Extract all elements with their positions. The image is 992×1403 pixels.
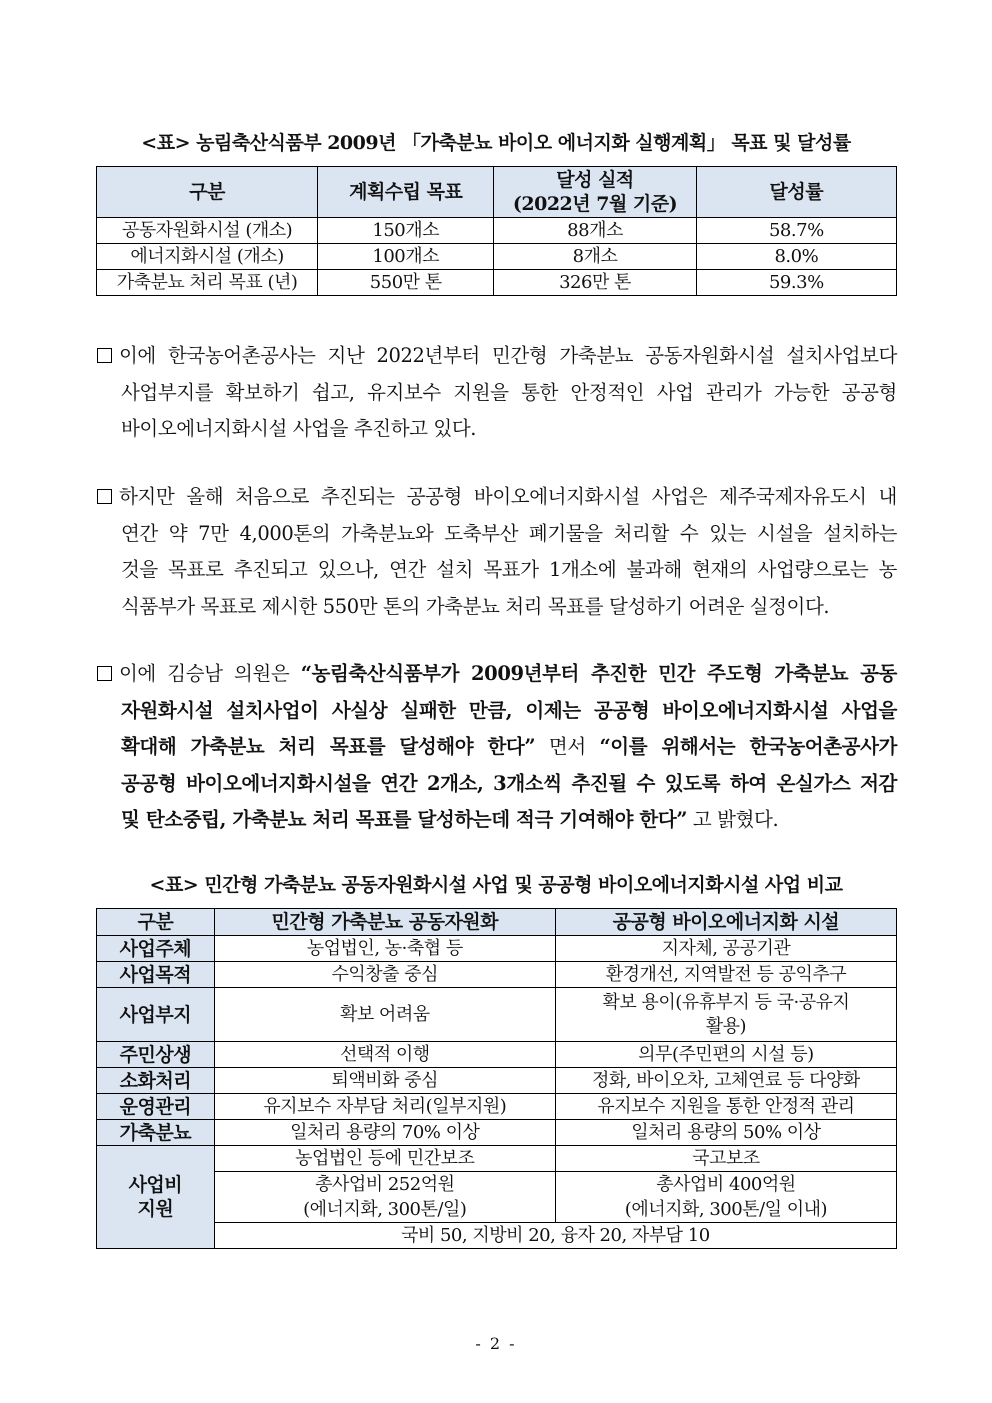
header-category: 구분 xyxy=(97,909,215,936)
table-row xyxy=(97,1146,897,1172)
para1-line: 바이오에너지화시설 사업을 추진하고 있다. xyxy=(121,417,477,440)
cell-public-line: 확보 용이(유휴부지 등 국·공유지 xyxy=(602,991,850,1013)
cell-goal: 100개소 xyxy=(318,244,494,270)
cell-goal: 150개소 xyxy=(318,218,494,244)
row-head: 사업부지 xyxy=(97,988,215,1042)
row-head: 소화처리 xyxy=(97,1068,215,1094)
table-row xyxy=(97,988,897,1042)
table-row xyxy=(97,962,897,988)
paragraph-2 xyxy=(97,479,897,625)
header-plan-goal: 계획수립 목표 xyxy=(318,167,494,218)
para3-quote-line: 공공형 바이오에너지화시설을 연간 2개소, 3개소씩 추진될 수 있도록 하여 온실가스 저감 xyxy=(121,771,897,795)
cell-private: 선택적 이행 xyxy=(214,1042,555,1068)
header-rate: 달성률 xyxy=(696,167,896,218)
cell-category: 가축분뇨 처리 목표 (년) xyxy=(97,270,318,296)
para3-quote: 및 탄소중립, 가축분뇨 처리 목표를 달성하는데 적극 기여해야 한다” xyxy=(121,808,688,831)
cell-public: 환경개선, 지역발전 등 공익추구 xyxy=(555,962,896,988)
table-row xyxy=(97,270,897,296)
comparison-table xyxy=(96,908,897,1249)
table-row xyxy=(97,936,897,962)
cell-funding-ratio: 국비 50, 지방비 20, 융자 20, 자부담 10 xyxy=(214,1223,896,1249)
row-head: 사업주체 xyxy=(97,936,215,962)
header-category: 구분 xyxy=(97,167,318,218)
para3-quote: “이를 위해서는 한국농어촌공사가 xyxy=(599,735,897,758)
cell-goal: 550만 톤 xyxy=(318,270,494,296)
para3-intro: 이에 김승남 의원은 xyxy=(119,662,301,685)
table-header-row xyxy=(97,909,897,936)
cell-category: 공동자원화시설 (개소) xyxy=(97,218,318,244)
cell-rate: 58.7% xyxy=(696,218,896,244)
cell-category: 에너지화시설 (개소) xyxy=(97,244,318,270)
table-row xyxy=(97,1172,897,1198)
header-private: 민간형 가축분뇨 공동자원화 xyxy=(214,909,555,936)
table-row xyxy=(97,1042,897,1068)
table-row xyxy=(97,1068,897,1094)
cell-public: 유지보수 지원을 통한 안정적 관리 xyxy=(555,1094,896,1120)
cell-private: 농업법인 등에 민간보조 xyxy=(214,1146,555,1172)
para2-line: 연간 약 7만 4,000톤의 가축분뇨와 도축부산 폐기물을 처리할 수 있는 시설을 설치하는 xyxy=(121,521,897,545)
paragraph-1 xyxy=(97,338,897,448)
paragraph-3 xyxy=(97,656,897,839)
table-row xyxy=(97,1197,897,1223)
cell-public: 의무(주민편의 시설 등) xyxy=(555,1042,896,1068)
cell-public: 국고보조 xyxy=(555,1146,896,1172)
table-row xyxy=(97,1223,897,1249)
cell-public: 정화, 바이오차, 고체연료 등 다양화 xyxy=(555,1068,896,1094)
header-achievement-date: (2022년 7월 기준) xyxy=(512,193,678,215)
cell-achievement: 88개소 xyxy=(494,218,696,244)
table-row xyxy=(97,244,897,270)
para1-line: 이에 한국농어촌공사는 지난 2022년부터 민간형 가축분뇨 공동자원화시설 설치사업보다 xyxy=(119,344,897,367)
page-number: - 2 - xyxy=(475,1334,517,1353)
header-achievement xyxy=(494,167,696,218)
cell-private: 일처리 용량의 70% 이상 xyxy=(214,1120,555,1146)
cell-private: 농업법인, 농·축협 등 xyxy=(214,936,555,962)
cell-public xyxy=(555,988,896,1042)
row-head: 가축분뇨 xyxy=(97,1120,215,1146)
row-head: 주민상생 xyxy=(97,1042,215,1068)
table2-caption: <표> 민간형 가축분뇨 공동자원화시설 사업 및 공공형 바이오에너지화시설 사업 비교 xyxy=(149,874,843,896)
checkbox-bullet-icon xyxy=(97,666,112,681)
header-achievement-label: 달성 실적 xyxy=(556,169,634,191)
cell-public: 일처리 용량의 50% 이상 xyxy=(555,1120,896,1146)
para3-ending: 고 밝혔다. xyxy=(687,808,779,831)
goal-achievement-table xyxy=(96,166,897,296)
header-public: 공공형 바이오에너지화 시설 xyxy=(555,909,896,936)
checkbox-bullet-icon xyxy=(97,348,112,363)
para2-line: 것을 목표로 추진되고 있으나, 연간 설치 목표가 1개소에 불과해 현재의 사업량으로는 농 xyxy=(121,558,897,581)
para3-quote: 확대해 가축분뇨 처리 목표를 달성해야 한다” xyxy=(121,735,536,758)
cell-rate: 59.3% xyxy=(696,270,896,296)
table-row xyxy=(97,1094,897,1120)
para1-line: 사업부지를 확보하기 쉽고, 유지보수 지원을 통한 안정적인 사업 관리가 가능한 공공형 xyxy=(121,380,897,404)
cell-public: 총사업비 400억원 xyxy=(555,1172,896,1198)
cell-private: 확보 어려움 xyxy=(214,988,555,1042)
cell-private: 총사업비 252억원 xyxy=(214,1172,555,1198)
support-head-line: 지원 xyxy=(137,1198,174,1220)
row-head-support xyxy=(97,1146,215,1249)
cell-private: 유지보수 자부담 처리(일부지원) xyxy=(214,1094,555,1120)
para3-connector: 면서 xyxy=(535,735,600,758)
para3-quote: “농림축산식품부가 2009년부터 추진한 민간 주도형 가축분뇨 공동 xyxy=(300,662,897,685)
table-header-row xyxy=(97,167,897,218)
para2-line: 하지만 올해 처음으로 추진되는 공공형 바이오에너지화시설 사업은 제주국제자유도시 내 xyxy=(119,485,897,508)
support-head-line: 사업비 xyxy=(128,1174,183,1196)
table-row xyxy=(97,218,897,244)
cell-private: 수익창출 중심 xyxy=(214,962,555,988)
cell-public-line: 활용) xyxy=(705,1015,747,1037)
cell-achievement: 326만 톤 xyxy=(494,270,696,296)
table-row xyxy=(97,1120,897,1146)
cell-public: (에너지화, 300톤/일 이내) xyxy=(555,1197,896,1223)
para2-line: 식품부가 목표로 제시한 550만 톤의 가축분뇨 처리 목표를 달성하기 어려운 실정이다. xyxy=(121,594,830,618)
cell-achievement: 8개소 xyxy=(494,244,696,270)
checkbox-bullet-icon xyxy=(97,489,112,504)
cell-private: (에너지화, 300톤/일) xyxy=(214,1197,555,1223)
cell-public: 지자체, 공공기관 xyxy=(555,936,896,962)
row-head: 사업목적 xyxy=(97,962,215,988)
table1-caption: <표> 농림축산식품부 2009년 「가축분뇨 바이오 에너지화 실행계획」 목표 및 달성률 xyxy=(141,132,851,154)
row-head: 운영관리 xyxy=(97,1094,215,1120)
para3-quote-line: 자원화시설 설치사업이 사실상 실패한 만큼, 이제는 공공형 바이오에너지화시설 사업을 xyxy=(121,698,897,722)
cell-private: 퇴액비화 중심 xyxy=(214,1068,555,1094)
cell-rate: 8.0% xyxy=(696,244,896,270)
